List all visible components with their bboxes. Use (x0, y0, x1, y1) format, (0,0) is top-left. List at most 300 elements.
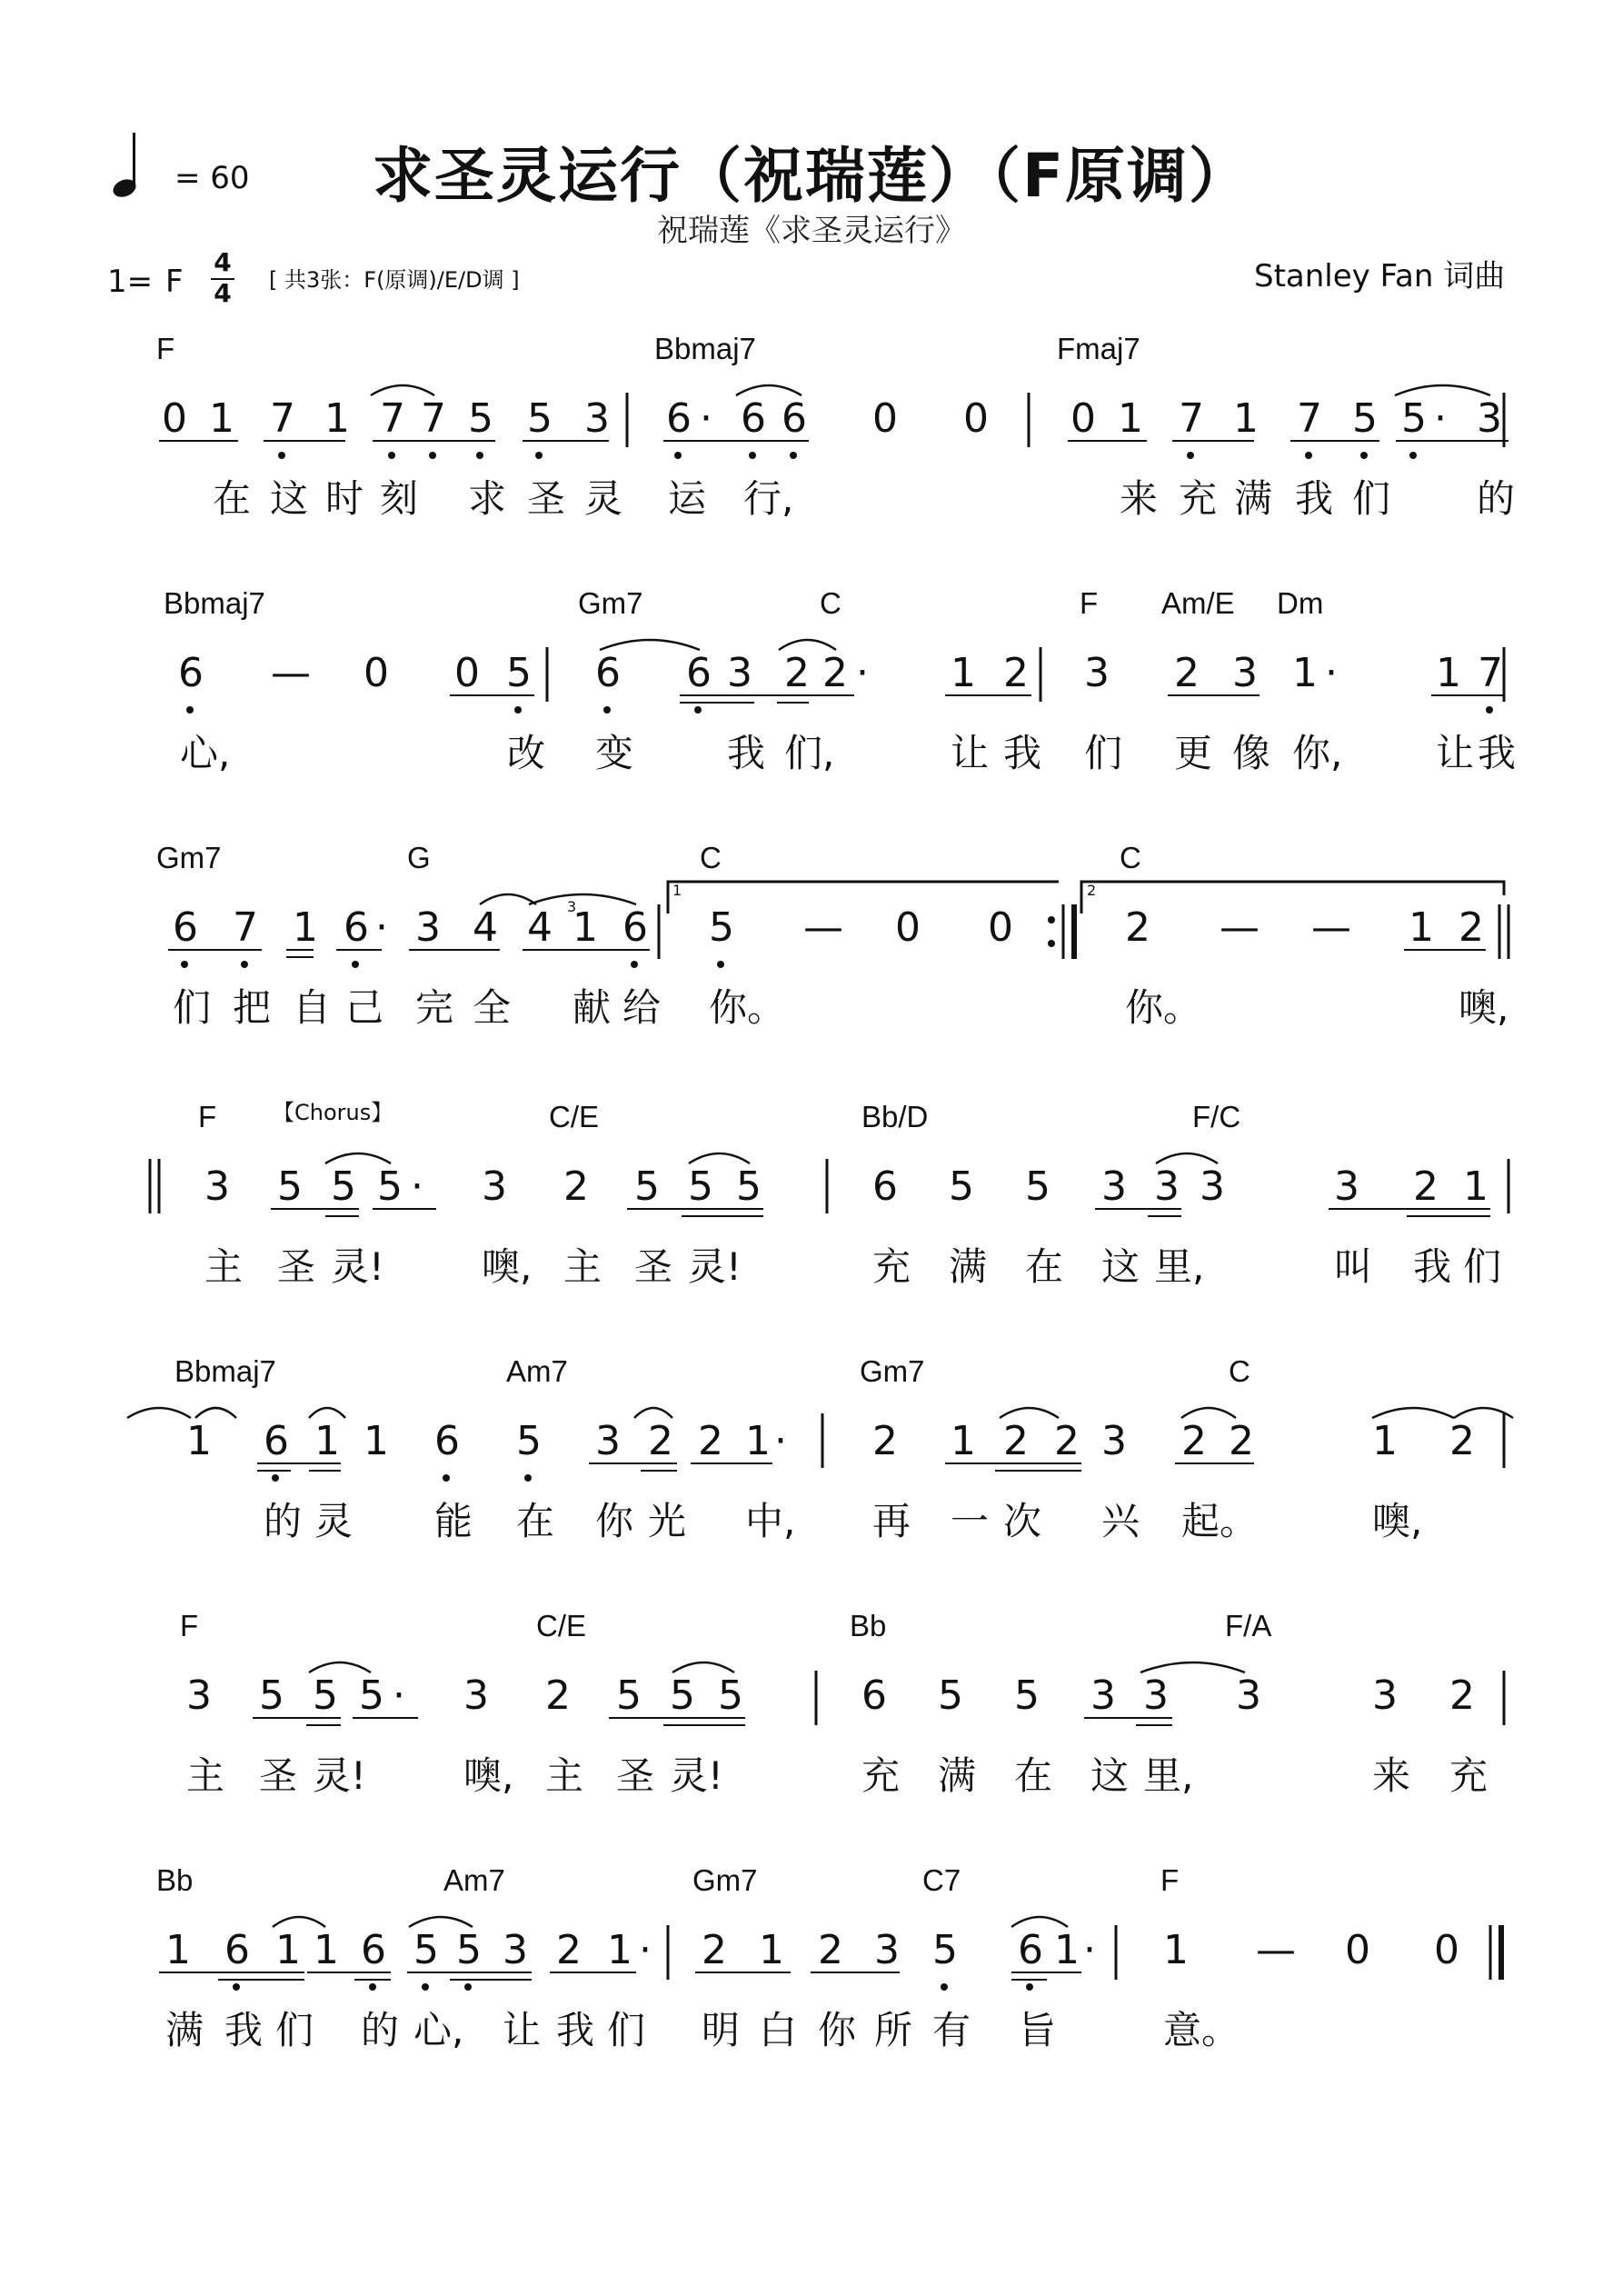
low-octave-dot (674, 452, 682, 459)
jianpu-note: · (1083, 1927, 1096, 1973)
jianpu-note: 1 (1436, 650, 1461, 696)
lyric-char: 们 (1463, 1244, 1502, 1289)
jianpu-note: 2 (818, 1927, 843, 1973)
lyric-char: 来 (1120, 476, 1159, 521)
lyric-char: 叫 (1334, 1244, 1373, 1289)
jianpu-note: 4 (473, 904, 498, 951)
low-octave-dot (388, 452, 395, 459)
jianpu-note: 6 (686, 650, 712, 696)
jianpu-note: · (1434, 395, 1447, 442)
jianpu-note: 3 (1101, 1418, 1127, 1464)
slur-arc (195, 1408, 236, 1418)
chord-symbol: Am7 (506, 1354, 568, 1388)
jianpu-note: 1 (951, 1418, 976, 1464)
lyric-char: 我 (727, 731, 766, 775)
jianpu-note: 0 (872, 395, 898, 442)
low-octave-dot (524, 1474, 532, 1482)
jianpu-note: 0 (1434, 1927, 1459, 1973)
jianpu-note: 1 (314, 1927, 339, 1973)
jianpu-note: 5 (331, 1163, 356, 1210)
jianpu-note: 5 (1025, 1163, 1050, 1210)
jianpu-note: 2 (1003, 650, 1029, 696)
lyric-char: 来 (1372, 1753, 1411, 1798)
jianpu-note: 6 (434, 1418, 460, 1464)
low-octave-dot (443, 1474, 450, 1482)
slur-arc (409, 1917, 473, 1927)
lyric-char: 灵 (584, 476, 623, 521)
lyric-char: 充 (1179, 476, 1218, 521)
jianpu-note: 2 (1174, 650, 1200, 696)
jianpu-note: 5 (709, 904, 734, 951)
jianpu-note: 0 (988, 904, 1013, 951)
low-octave-dot (278, 452, 285, 459)
jianpu-note: 1 (324, 395, 350, 442)
jianpu-note: 5 (670, 1672, 695, 1719)
chord-symbol: Dm (1277, 586, 1324, 620)
lyric-char: 灵! (688, 1244, 742, 1289)
jianpu-note: 3 (874, 1927, 900, 1973)
chord-symbol: C (700, 841, 722, 874)
jianpu-note: 3 (1477, 395, 1502, 442)
lyric-char: 像 (1232, 731, 1271, 775)
jianpu-note: 5 (634, 1163, 660, 1210)
jianpu-note: · (639, 1927, 652, 1973)
slur-arc (309, 1408, 345, 1418)
triplet-mark: 3 (567, 898, 577, 915)
lyric-char: 我 (1478, 731, 1517, 775)
lyric-char: 充 (1449, 1753, 1489, 1798)
lyric-char: 在 (213, 476, 252, 521)
jianpu-note: 6 (622, 904, 648, 951)
jianpu-note: · (700, 395, 712, 442)
jianpu-note: 2 (698, 1418, 723, 1464)
jianpu-note: 6 (595, 650, 621, 696)
lyric-char: 我 (556, 2008, 595, 2052)
jianpu-note: 2 (872, 1418, 898, 1464)
jianpu-note: 7 (270, 395, 295, 442)
lyric-char: 给 (622, 985, 662, 1030)
jianpu-note: 1 (1054, 1927, 1080, 1973)
slur-arc (1181, 1408, 1236, 1418)
low-octave-dot (181, 961, 188, 968)
jianpu-note: 5 (616, 1672, 642, 1719)
lyric-char: 你 (595, 1499, 634, 1543)
chord-symbol: Bb (156, 1863, 194, 1897)
jianpu-note: 5 (949, 1163, 974, 1210)
dash-note: — (803, 904, 843, 951)
chord-symbol: Gm7 (156, 841, 222, 874)
jianpu-note: 7 (1478, 650, 1503, 696)
jianpu-note: 1 (1292, 650, 1318, 696)
jianpu-note: 6 (361, 1927, 386, 1973)
jianpu-note: 2 (556, 1927, 582, 1973)
lyric-char: 你。 (709, 985, 786, 1030)
song-subtitle: 祝瑞莲《求圣灵运行》 (657, 213, 966, 249)
jianpu-note: 3 (727, 650, 752, 696)
jianpu-note: 5 (506, 650, 532, 696)
lyric-char: 在 (1025, 1244, 1064, 1289)
jianpu-note: 0 (1345, 1927, 1370, 1973)
lyric-char: 圣 (259, 1753, 298, 1798)
chord-symbol: F/C (1192, 1100, 1241, 1133)
jianpu-note: 2 (1413, 1163, 1439, 1210)
lyric-char: 这 (1101, 1244, 1140, 1289)
jianpu-note: 3 (1154, 1163, 1180, 1210)
lyric-char: 的 (361, 2008, 400, 2052)
jianpu-note: 2 (702, 1927, 727, 1973)
jianpu-note: 3 (1084, 650, 1110, 696)
jianpu-note: 5 (359, 1672, 384, 1719)
jianpu-note: 3 (415, 904, 441, 951)
jianpu-note: 2 (1229, 1418, 1254, 1464)
slur-arc (1395, 385, 1490, 395)
jianpu-note: 6 (666, 395, 692, 442)
jianpu-note: 5 (688, 1163, 713, 1210)
chord-symbol: Gm7 (860, 1354, 925, 1388)
chord-symbol: Am7 (443, 1863, 505, 1897)
jianpu-note: 7 (1297, 395, 1322, 442)
lyric-char: 充 (872, 1244, 911, 1289)
lyric-char: 噢, (1459, 985, 1509, 1030)
composer-credit: Stanley Fan 词曲 (1254, 258, 1506, 294)
chord-symbol: C7 (922, 1863, 961, 1897)
jianpu-note: 3 (595, 1418, 621, 1464)
low-octave-dot (1409, 452, 1417, 459)
chord-symbol: Am/E (1161, 586, 1235, 620)
lyric-char: 行, (743, 476, 794, 521)
lyric-char: 满 (949, 1244, 988, 1289)
lyric-char: 圣 (634, 1244, 673, 1289)
lyric-char: 中, (745, 1499, 796, 1543)
jianpu-note: 6 (861, 1672, 887, 1719)
lyric-char: 心, (413, 2008, 464, 2052)
low-octave-dot (186, 706, 194, 714)
lyric-char: 主 (204, 1244, 244, 1289)
chorus-label: 【Chorus】 (273, 1100, 393, 1125)
jianpu-note: 1 (1409, 904, 1434, 951)
lyric-char: 所 (874, 2008, 913, 2052)
chord-symbol: C/E (536, 1609, 587, 1642)
lyric-char: 白 (759, 2008, 798, 2052)
lyric-char: 里, (1143, 1753, 1194, 1798)
lyric-char: 这 (270, 476, 309, 521)
jianpu-note: 1 (1118, 395, 1143, 442)
chord-symbol: F (180, 1609, 199, 1642)
jianpu-note: 3 (503, 1927, 528, 1973)
jianpu-note: 1 (573, 904, 598, 951)
lyric-char: 们 (1352, 476, 1391, 521)
lyric-char: 满 (165, 2008, 204, 2052)
dash-note: — (271, 650, 311, 696)
lyric-char: 刻 (380, 476, 419, 521)
jianpu-note: 1 (1372, 1418, 1398, 1464)
jianpu-note: 5 (1352, 395, 1378, 442)
slur-arc (1372, 1408, 1454, 1418)
chord-symbol: F/A (1225, 1609, 1272, 1642)
lyric-char: 让 (503, 2008, 542, 2052)
lyric-char: 心, (180, 731, 231, 775)
slur-arc (309, 1662, 371, 1672)
lyric-char: 灵! (313, 1753, 366, 1798)
jianpu-note: 2 (784, 650, 810, 696)
chord-symbol: Gm7 (692, 1863, 758, 1897)
jianpu-note: 7 (1179, 395, 1204, 442)
lyric-char: 兴 (1101, 1499, 1140, 1543)
jianpu-note: 3 (1236, 1672, 1261, 1719)
lyric-char: 满 (1234, 476, 1273, 521)
volta-number-2: 2 (1087, 882, 1097, 899)
lyric-char: 旨 (1018, 2008, 1057, 2052)
jianpu-note: 2 (1003, 1418, 1029, 1464)
lyric-char: 运 (668, 476, 707, 521)
lyric-char: 光 (648, 1499, 687, 1543)
jianpu-note: 5 (516, 1418, 542, 1464)
jianpu-note: 5 (1401, 395, 1427, 442)
key-note: [ 共3张：F(原调)/E/D调 ] (269, 267, 520, 293)
slur-arc (600, 640, 700, 650)
jianpu-note: 1 (314, 1418, 340, 1464)
jianpu-note: 4 (527, 904, 553, 951)
lyric-char: 全 (473, 985, 512, 1030)
jianpu-note: 3 (1090, 1672, 1116, 1719)
jianpu-note: 5 (259, 1672, 284, 1719)
chord-symbol: F (198, 1100, 217, 1133)
lyric-char: 噢, (1372, 1499, 1423, 1543)
lyric-char: 让 (951, 731, 990, 775)
jianpu-note: · (856, 650, 869, 696)
jianpu-note: 2 (545, 1672, 571, 1719)
jianpu-note: 1 (275, 1927, 301, 1973)
lyric-char: 圣 (527, 476, 566, 521)
low-octave-dot (369, 1983, 376, 1991)
jianpu-note: 1 (607, 1927, 632, 1973)
jianpu-note: 7 (380, 395, 405, 442)
lyric-char: 们 (1084, 731, 1123, 775)
repeat-dot (1048, 916, 1055, 923)
lyric-char: 主 (186, 1753, 225, 1798)
lyric-char: 变 (595, 731, 634, 775)
jianpu-note: 7 (233, 904, 258, 951)
jianpu-note: 7 (421, 395, 446, 442)
lyric-char: 我 (1295, 476, 1334, 521)
chord-symbol: F (1080, 586, 1099, 620)
jianpu-note: 0 (162, 395, 187, 442)
slur-arc (273, 1917, 325, 1927)
lyric-char: 一 (951, 1499, 990, 1543)
lyric-char: 再 (872, 1499, 911, 1543)
lyric-char: 主 (563, 1244, 602, 1289)
low-octave-dot (241, 961, 248, 968)
jianpu-note: 1 (759, 1927, 784, 1973)
lyric-char: 明 (702, 2008, 741, 2052)
slur-arc (480, 894, 536, 904)
jianpu-note: 3 (1334, 1163, 1359, 1210)
jianpu-note: 5 (468, 395, 493, 442)
low-octave-dot (717, 961, 724, 968)
jianpu-note: 6 (173, 904, 198, 951)
low-octave-dot (464, 1983, 472, 1991)
slur-arc (1156, 1153, 1218, 1163)
jianpu-note: 5 (938, 1672, 963, 1719)
lyric-char: 你。 (1125, 985, 1202, 1030)
jianpu-note: 3 (1232, 650, 1258, 696)
chord-symbol: Bbmaj7 (654, 332, 756, 365)
jianpu-note: 1 (209, 395, 234, 442)
lyric-char: 灵! (670, 1753, 723, 1798)
jianpu-note: 1 (165, 1927, 191, 1973)
jianpu-note: 5 (1014, 1672, 1040, 1719)
jianpu-note: 2 (822, 650, 848, 696)
lyric-char: 献 (573, 985, 612, 1030)
lyric-char: 己 (345, 985, 384, 1030)
low-octave-dot (476, 452, 483, 459)
slur-arc (736, 385, 802, 395)
slur-arc (371, 385, 434, 395)
jianpu-note: 0 (363, 650, 389, 696)
jianpu-note: 2 (563, 1163, 589, 1210)
lyric-char: 完 (415, 985, 454, 1030)
low-octave-dot (1360, 452, 1368, 459)
low-octave-dot (694, 706, 702, 714)
lyric-char: 你, (1292, 731, 1343, 775)
slur-arc (1011, 1917, 1068, 1927)
slur-arc (672, 1662, 734, 1672)
lyric-char: 时 (325, 476, 364, 521)
jianpu-note: 2 (1054, 1418, 1080, 1464)
chord-symbol: Fmaj7 (1057, 332, 1140, 365)
lyric-char: 意。 (1163, 2008, 1240, 2052)
jianpu-note: 6 (1018, 1927, 1043, 1973)
lyric-char: 噢, (463, 1753, 514, 1798)
low-octave-dot (422, 1983, 429, 1991)
lyric-char: 们 (173, 985, 212, 1030)
tempo-marking: = 60 (174, 160, 250, 196)
lyric-char: 主 (545, 1753, 584, 1798)
jianpu-note: 5 (377, 1163, 403, 1210)
lyric-char: 你 (818, 2008, 857, 2052)
jianpu-note: 1 (745, 1418, 771, 1464)
lyric-char: 圣 (277, 1244, 316, 1289)
repeat-dot (1048, 940, 1055, 947)
lyric-char: 改 (507, 731, 546, 775)
lyric-char: 圣 (616, 1753, 655, 1798)
lyric-char: 噢, (482, 1244, 533, 1289)
time-signature-top: 4 (214, 247, 232, 277)
lyric-char: 次 (1003, 1499, 1042, 1543)
jianpu-note: 5 (277, 1163, 303, 1210)
slur-arc (689, 1153, 750, 1163)
lyric-char: 我 (1413, 1244, 1452, 1289)
jianpu-note: 3 (1143, 1672, 1169, 1719)
chord-symbol: F (1160, 1863, 1180, 1897)
lyric-char: 能 (434, 1499, 473, 1543)
low-octave-dot (514, 706, 522, 714)
low-octave-dot (272, 1474, 279, 1482)
lyric-char: 灵! (331, 1244, 384, 1289)
lyric-char: 的 (264, 1499, 303, 1543)
time-signature-bottom: 4 (214, 278, 232, 308)
jianpu-note: 1 (186, 1418, 212, 1464)
lyric-char: 让 (1436, 731, 1475, 775)
jianpu-note: · (393, 1672, 405, 1719)
lyric-char: 在 (1014, 1753, 1053, 1798)
chord-symbol: C (1120, 841, 1141, 874)
chord-symbol: Gm7 (578, 586, 643, 620)
lyric-char: 起。 (1181, 1499, 1259, 1543)
low-octave-dot (233, 1983, 240, 1991)
jianpu-note: 6 (782, 395, 807, 442)
jianpu-note: · (375, 904, 388, 951)
chord-symbol: G (407, 841, 431, 874)
slur-arc (1140, 1662, 1245, 1672)
slur-arc (325, 1153, 391, 1163)
low-octave-dot (429, 452, 436, 459)
low-octave-dot (631, 961, 638, 968)
lyric-char: 们, (784, 731, 835, 775)
chord-symbol: C (1229, 1354, 1250, 1388)
song-title: 求圣灵运行（祝瑞莲）（F原调） (372, 141, 1251, 211)
slur-arc (779, 640, 836, 650)
dash-note: — (1256, 1927, 1296, 1973)
jianpu-note: 3 (463, 1672, 489, 1719)
jianpu-note: · (411, 1163, 423, 1210)
slur-arc (529, 894, 636, 904)
low-octave-dot (603, 706, 611, 714)
chord-symbol: F (156, 332, 175, 365)
volta-number-1: 1 (672, 882, 682, 899)
lyric-char: 自 (293, 985, 332, 1030)
lyric-char: 在 (516, 1499, 555, 1543)
jianpu-note: 3 (1200, 1163, 1225, 1210)
lyric-char: 们 (607, 2008, 646, 2052)
slur-arc (1000, 1408, 1059, 1418)
low-octave-dot (941, 1983, 948, 1991)
slur-arc (634, 1408, 672, 1418)
lyric-char: 的 (1477, 476, 1516, 521)
slur-arc (127, 1408, 191, 1418)
lyric-char: 这 (1090, 1753, 1130, 1798)
low-octave-dot (535, 452, 543, 459)
lyric-char: 我 (1003, 731, 1042, 775)
jianpu-note: 6 (264, 1418, 289, 1464)
jianpu-note: 2 (1449, 1418, 1475, 1464)
low-octave-dot (352, 961, 359, 968)
chord-symbol: Bbmaj7 (174, 1354, 276, 1388)
jianpu-note: 6 (224, 1927, 250, 1973)
jianpu-note: 6 (872, 1163, 898, 1210)
jianpu-note: 3 (186, 1672, 212, 1719)
jianpu-note: 5 (413, 1927, 439, 1973)
dash-note: — (1311, 904, 1351, 951)
low-octave-dot (749, 452, 756, 459)
jianpu-note: · (774, 1418, 787, 1464)
jianpu-note: 6 (344, 904, 369, 951)
jianpu-note: 5 (718, 1672, 743, 1719)
lyric-char: 求 (468, 476, 507, 521)
lyric-char: 灵 (314, 1499, 353, 1543)
jianpu-note: 6 (741, 395, 766, 442)
low-octave-dot (1026, 1983, 1033, 1991)
lyric-char: 有 (932, 2008, 971, 2052)
jianpu-note: 3 (584, 395, 610, 442)
jianpu-note: 2 (1181, 1418, 1207, 1464)
jianpu-note: 0 (963, 395, 989, 442)
jianpu-note: 3 (204, 1163, 230, 1210)
jianpu-note: · (1325, 650, 1338, 696)
jianpu-note: 0 (454, 650, 480, 696)
jianpu-note: 1 (363, 1418, 389, 1464)
jianpu-note: 0 (895, 904, 921, 951)
